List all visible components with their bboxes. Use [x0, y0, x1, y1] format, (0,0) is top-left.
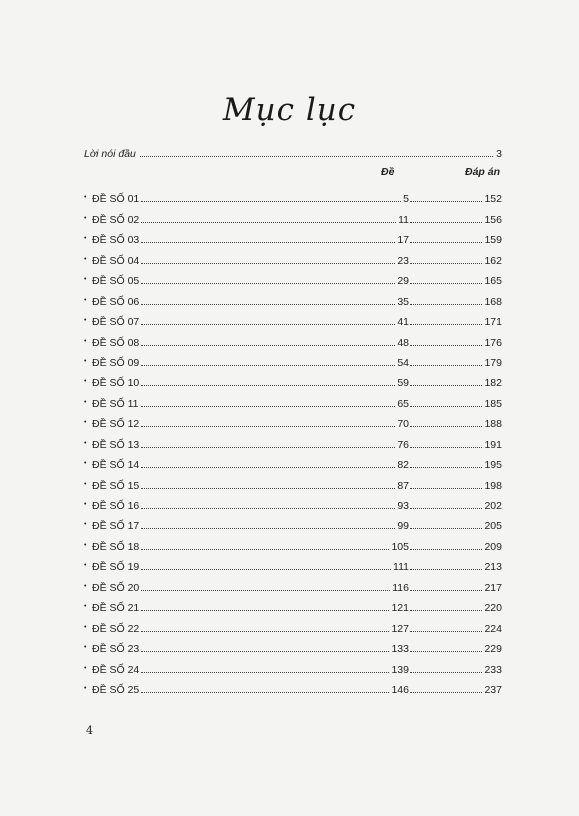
- bullet-icon: •: [84, 664, 87, 672]
- entry-label: ĐỀ SỐ 19: [92, 561, 140, 574]
- entry-answer-page: 209: [484, 540, 502, 553]
- answer-segment: [409, 398, 502, 410]
- leader-dots: [141, 508, 395, 509]
- entry-answer-page: 168: [484, 295, 502, 308]
- leader-dots: [410, 672, 482, 673]
- bullet-icon: •: [84, 378, 87, 386]
- answer-segment: [409, 214, 502, 226]
- entry-answer-page: 202: [484, 500, 502, 512]
- answer-segment: [409, 377, 502, 389]
- leader-dots: [410, 447, 482, 448]
- entry-label: ĐỀ SỐ 06: [92, 295, 140, 308]
- bullet-icon: •: [84, 255, 87, 263]
- bullet-icon: •: [84, 439, 87, 447]
- entry-label: ĐỀ SỐ 01: [92, 193, 140, 206]
- leader-dots: [141, 283, 395, 284]
- toc-entry: [84, 430, 502, 450]
- answer-segment: [409, 480, 502, 492]
- answer-segment: [409, 623, 502, 635]
- toc-entry: [84, 635, 502, 655]
- toc-entry: [84, 308, 502, 328]
- leader-dots: [410, 488, 482, 489]
- bullet-icon: •: [84, 541, 87, 549]
- entry-answer-page: 191: [484, 438, 502, 451]
- entry-de-page: 41: [397, 316, 409, 329]
- entry-answer-page: 185: [484, 397, 502, 410]
- answer-segment: [409, 643, 502, 655]
- leader-dots: [410, 263, 482, 264]
- answer-segment: [409, 316, 502, 328]
- answer-segment: [409, 459, 502, 471]
- entry-de-page: 23: [397, 254, 409, 267]
- toc-entry: [84, 389, 502, 409]
- answer-segment: [409, 520, 502, 532]
- entry-answer-page: 237: [484, 683, 502, 696]
- answer-segment: [409, 418, 502, 430]
- bullet-icon: •: [84, 276, 87, 284]
- leader-dots: [141, 447, 395, 448]
- entry-answer-page: 220: [484, 602, 502, 615]
- leader-dots: [410, 426, 482, 427]
- entry-label: ĐỀ SỐ 23: [92, 643, 140, 656]
- answer-segment: [409, 193, 502, 205]
- bullet-icon: •: [84, 398, 87, 406]
- answer-segment: [409, 664, 502, 676]
- toc-entry: [84, 573, 502, 593]
- entry-label: ĐỀ SỐ 13: [92, 438, 140, 451]
- intro-label: Lời nói đầu: [84, 148, 136, 160]
- page-number: 4: [86, 724, 93, 737]
- leader-dots: [141, 222, 396, 223]
- toc-entry: [84, 471, 502, 491]
- leader-dots: [410, 590, 482, 591]
- column-header-de: Đề: [381, 166, 395, 178]
- leader-dots: [410, 549, 482, 550]
- answer-segment: [409, 541, 502, 553]
- leader-dots: [410, 569, 482, 570]
- leader-dots: [141, 426, 395, 427]
- toc-entry: [84, 328, 502, 348]
- entry-de-page: 29: [397, 275, 409, 288]
- entry-label: ĐỀ SỐ 05: [92, 275, 140, 288]
- entry-de-page: 5: [403, 193, 409, 206]
- leader-dots: [141, 692, 389, 693]
- entry-de-page: 139: [391, 663, 409, 676]
- entry-de-page: 76: [397, 438, 409, 451]
- bullet-icon: •: [84, 419, 87, 427]
- leader-dots: [141, 242, 395, 243]
- answer-segment: [409, 582, 502, 594]
- entry-de-page: 87: [397, 479, 409, 492]
- entry-label: ĐỀ SỐ 18: [92, 540, 140, 553]
- answer-segment: [409, 439, 502, 451]
- leader-dots: [141, 324, 395, 325]
- entry-de-page: 82: [397, 459, 409, 472]
- entry-label: ĐỀ SỐ 10: [92, 377, 140, 390]
- toc-entry: [84, 512, 502, 532]
- leader-dots: [141, 651, 389, 652]
- entry-de-page: 105: [391, 540, 409, 553]
- entry-label: ĐỀ SỐ 07: [92, 316, 140, 329]
- leader-dots: [141, 385, 395, 386]
- entry-de-page: 65: [397, 397, 409, 410]
- entry-answer-page: 198: [484, 479, 502, 492]
- leader-dots: [410, 304, 482, 305]
- bullet-icon: •: [84, 644, 87, 652]
- entry-de-page: 116: [392, 581, 409, 594]
- answer-segment: [409, 255, 502, 267]
- entry-label: ĐỀ SỐ 11: [92, 397, 139, 410]
- answer-segment: [409, 602, 502, 614]
- toc-entry: [84, 614, 502, 634]
- bullet-icon: •: [84, 214, 87, 222]
- entry-label: ĐỀ SỐ 02: [92, 213, 140, 226]
- entry-de-page: 35: [397, 295, 409, 308]
- entry-answer-page: 188: [484, 418, 502, 431]
- answer-segment: [409, 500, 502, 512]
- toc-entry: [84, 246, 502, 266]
- answer-segment: [409, 684, 502, 696]
- leader-dots: [410, 692, 482, 693]
- entry-label: ĐỀ SỐ 16: [92, 500, 140, 512]
- leader-dots: [410, 201, 482, 202]
- leader-dots: [410, 242, 482, 243]
- entry-de-page: 146: [391, 683, 409, 696]
- bullet-icon: •: [84, 582, 87, 590]
- entry-de-page: 127: [391, 622, 409, 635]
- bullet-icon: •: [84, 357, 87, 365]
- toc-entry: [84, 655, 502, 675]
- leader-dots: [410, 528, 482, 529]
- entry-label: ĐỀ SỐ 15: [92, 479, 140, 492]
- column-header-dap-an: Đáp án: [465, 166, 501, 178]
- leader-dots: [410, 365, 482, 366]
- leader-dots: [410, 651, 482, 652]
- leader-dots: [410, 467, 482, 468]
- entry-answer-page: 179: [484, 356, 502, 369]
- leader-dots: [410, 345, 482, 346]
- entry-answer-page: 217: [484, 581, 502, 594]
- leader-dots: [140, 156, 493, 157]
- toc-entry: [84, 369, 502, 389]
- entry-de-page: 59: [397, 377, 409, 390]
- toc-entry: [84, 349, 502, 369]
- toc-entry: [84, 287, 502, 307]
- entry-de-page: 93: [397, 500, 409, 512]
- entry-de-page: 11: [398, 213, 409, 226]
- leader-dots: [141, 201, 401, 202]
- entry-label: ĐỀ SỐ 22: [92, 622, 140, 635]
- entry-label: ĐỀ SỐ 20: [92, 581, 140, 594]
- entry-de-page: 17: [397, 234, 409, 247]
- entry-label: ĐỀ SỐ 09: [92, 356, 140, 369]
- leader-dots: [141, 610, 389, 611]
- entry-de-page: 121: [391, 602, 409, 615]
- entry-answer-page: 156: [484, 213, 502, 226]
- leader-dots: [141, 672, 389, 673]
- leader-dots: [141, 590, 390, 591]
- entry-label: ĐỀ SỐ 14: [92, 459, 140, 472]
- bullet-icon: •: [84, 317, 87, 325]
- leader-dots: [141, 549, 389, 550]
- leader-dots: [410, 406, 482, 407]
- bullet-icon: •: [84, 460, 87, 468]
- entry-de-page: 70: [397, 418, 409, 431]
- answer-segment: [409, 296, 502, 308]
- leader-dots: [141, 345, 395, 346]
- intro-page: 3: [496, 148, 502, 160]
- bullet-icon: •: [84, 603, 87, 611]
- toc-entry: [84, 451, 502, 471]
- toc-entry: [84, 410, 502, 430]
- entry-answer-page: 213: [484, 561, 502, 574]
- leader-dots: [410, 610, 482, 611]
- entry-answer-page: 159: [484, 234, 502, 247]
- entry-de-page: 48: [397, 336, 409, 349]
- leader-dots: [410, 508, 482, 509]
- entry-answer-page: 195: [484, 459, 502, 472]
- toc-entry: [84, 226, 502, 246]
- entry-answer-page: 233: [484, 663, 502, 676]
- entry-label: ĐỀ SỐ 25: [92, 683, 140, 696]
- bullet-icon: •: [84, 296, 87, 304]
- entry-answer-page: 205: [484, 520, 502, 533]
- entry-label: ĐỀ SỐ 12: [92, 418, 140, 431]
- toc-entry: [84, 492, 502, 512]
- entry-answer-page: 176: [484, 336, 502, 349]
- leader-dots: [410, 222, 482, 223]
- answer-segment: [409, 234, 502, 246]
- entry-label: ĐỀ SỐ 21: [92, 602, 140, 615]
- answer-segment: [409, 561, 502, 573]
- leader-dots: [410, 283, 482, 284]
- bullet-icon: •: [84, 235, 87, 243]
- leader-dots: [410, 324, 482, 325]
- bullet-icon: •: [84, 521, 87, 529]
- leader-dots: [141, 263, 395, 264]
- leader-dots: [410, 385, 482, 386]
- entry-de-page: 99: [397, 520, 409, 533]
- leader-dots: [141, 488, 395, 489]
- leader-dots: [141, 467, 395, 468]
- toc-entry: [84, 185, 502, 205]
- toc-entry: [84, 594, 502, 614]
- toc-entry: [84, 676, 502, 696]
- toc-entry: [84, 205, 502, 225]
- bullet-icon: •: [84, 480, 87, 488]
- entry-label: ĐỀ SỐ 04: [92, 254, 140, 267]
- bullet-icon: •: [84, 684, 87, 692]
- entry-label: ĐỀ SỐ 08: [92, 336, 140, 349]
- leader-dots: [141, 631, 389, 632]
- leader-dots: [141, 304, 395, 305]
- answer-segment: [409, 337, 502, 349]
- entry-label: ĐỀ SỐ 03: [92, 234, 140, 247]
- entry-answer-page: 182: [484, 377, 502, 390]
- entry-answer-page: 229: [484, 643, 502, 656]
- toc-entry: [84, 267, 502, 287]
- entry-answer-page: 224: [484, 622, 502, 635]
- entry-de-page: 54: [397, 356, 409, 369]
- bullet-icon: •: [84, 501, 87, 508]
- bullet-icon: •: [84, 337, 87, 345]
- answer-segment: [409, 357, 502, 369]
- leader-dots: [141, 528, 395, 529]
- entry-answer-page: 165: [484, 275, 502, 288]
- entry-answer-page: 171: [484, 316, 502, 329]
- entry-de-page: 133: [391, 643, 409, 656]
- bullet-icon: •: [84, 194, 87, 202]
- toc-entry: [84, 553, 502, 573]
- entry-answer-page: 162: [484, 254, 502, 267]
- toc-entry: [84, 532, 502, 552]
- answer-segment: [409, 275, 502, 287]
- entry-label: ĐỀ SỐ 17: [92, 520, 140, 533]
- bullet-icon: •: [84, 562, 87, 570]
- leader-dots: [141, 569, 391, 570]
- entry-de-page: 111: [393, 561, 409, 574]
- leader-dots: [410, 631, 482, 632]
- leader-dots: [141, 406, 396, 407]
- entry-answer-page: 152: [484, 193, 502, 206]
- intro-entry: [84, 146, 502, 160]
- bullet-icon: •: [84, 623, 87, 631]
- entry-label: ĐỀ SỐ 24: [92, 663, 140, 676]
- page-title: Mục lục: [222, 92, 357, 128]
- toc-list: [84, 185, 502, 696]
- leader-dots: [141, 365, 395, 366]
